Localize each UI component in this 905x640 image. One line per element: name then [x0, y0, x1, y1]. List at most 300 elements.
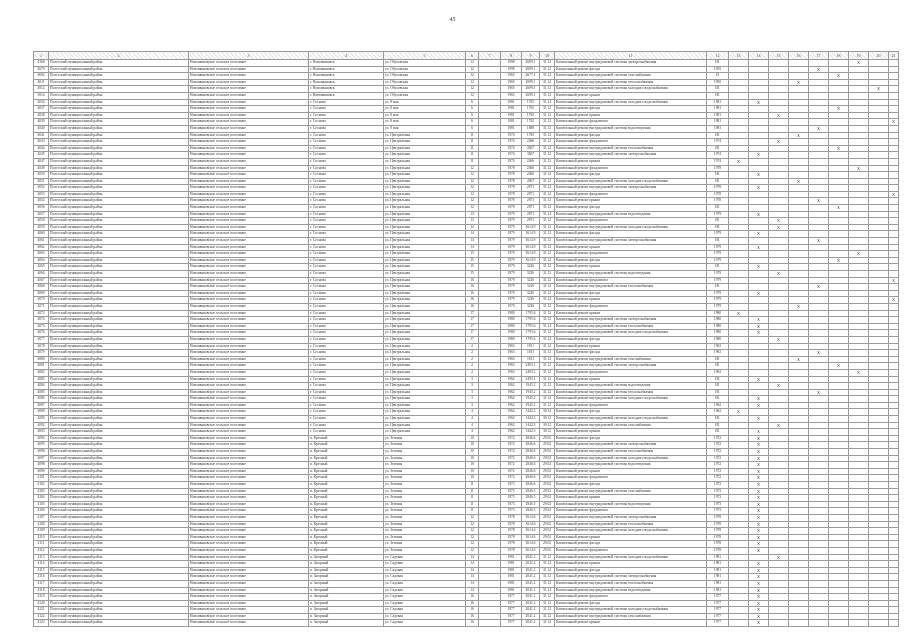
cell-col-18: X [829, 363, 849, 370]
cell-locality: п. Кресный [309, 514, 384, 521]
cell-col-13 [729, 73, 749, 80]
cell-blank7 [479, 369, 501, 376]
cell-col-14: X [749, 402, 769, 409]
cell-street: ул. Зеленая [384, 435, 466, 442]
cell-work: Капитальный ремонт фасада [555, 290, 707, 297]
cell-col-21: X [889, 277, 899, 284]
cell-col-13 [729, 383, 749, 390]
cell-work: Капитальный ремонт внутридомовой системы холодного водоснабжения [555, 330, 707, 337]
cell-blank7 [479, 554, 501, 561]
cell-work: Капитальный ремонт внутридомовой системы холодного водоснабжения [555, 99, 707, 106]
cell-locality: п. Кресный [309, 528, 384, 535]
cell-col-20 [869, 211, 889, 218]
table-row [34, 567, 899, 574]
cell-col-21 [889, 468, 899, 475]
cell-id: 4089 [34, 409, 49, 416]
cell-area: 1795.6 [522, 336, 540, 343]
cell-col-21 [889, 435, 899, 442]
cell-col-15 [769, 435, 789, 442]
cell-house: 16 [466, 613, 479, 620]
cell-col-14 [749, 310, 769, 317]
cell-area: 1945.2 [522, 402, 540, 409]
cell-col-15 [769, 442, 789, 449]
table-row [34, 396, 899, 403]
cell-col-18 [829, 567, 849, 574]
cell-col-17 [809, 580, 829, 587]
cell-settlement: Новоивановское сельское поселение [189, 376, 309, 383]
cell-work: Капитальный ремонт крыши [555, 198, 707, 205]
table-row [34, 79, 899, 86]
cell-id: 4114 [34, 561, 49, 568]
cell-area: 1442.3 [522, 429, 540, 436]
cell-col-20 [869, 521, 889, 528]
cell-col-14 [749, 66, 769, 73]
cell-year: 1979 [501, 284, 522, 291]
cell-col-17 [809, 218, 829, 225]
cell-street: ул. Зеленая [384, 455, 466, 462]
cell-settlement: Новоивановское сельское поселение [189, 158, 309, 165]
cell-col-20 [869, 224, 889, 231]
cell-area: 2846.6 [522, 449, 540, 456]
cell-col-21 [889, 422, 899, 429]
cell-col-21 [889, 178, 899, 185]
cell-district: Полесский муниципальный район [49, 343, 189, 350]
cell-date: 31.12 [540, 554, 555, 561]
cell-blank7 [479, 191, 501, 198]
table-row [34, 92, 899, 99]
cell-work: Капитальный ремонт внутридомовой системы теплоснабжения [555, 145, 707, 152]
cell-col-18 [829, 165, 849, 172]
cell-col-17 [809, 158, 829, 165]
cell-col-20 [869, 482, 889, 489]
cell-col-13 [729, 396, 749, 403]
cell-col-20 [869, 231, 889, 238]
cell-col-13 [729, 191, 749, 198]
cell-col-17 [809, 435, 829, 442]
cell-year: 1978 [501, 534, 522, 541]
cell-street: ул. Центральная [384, 429, 466, 436]
cell-col-17 [809, 99, 829, 106]
cell-blank7 [479, 205, 501, 212]
cell-id: 4119 [34, 594, 49, 601]
cell-house: 16 [466, 607, 479, 614]
cell-col-15 [769, 416, 789, 423]
cell-work: Капитальный ремонт внутридомовой системы холодного водоснабжения [555, 607, 707, 614]
cell-col-13 [729, 475, 749, 482]
cell-blank7 [479, 429, 501, 436]
cell-blank7 [479, 139, 501, 146]
cell-col-14 [749, 350, 769, 357]
cell-col-21 [889, 482, 899, 489]
cell-col-20 [869, 191, 889, 198]
cell-col-14 [749, 554, 769, 561]
cell-date: 31.12 [540, 172, 555, 179]
cell-id: 4121 [34, 607, 49, 614]
cell-col-13 [729, 607, 749, 614]
cell-area: 3226 [522, 277, 540, 284]
cell-col-17 [809, 112, 829, 119]
cell-house: 4 [466, 422, 479, 429]
cell-mark: 1979 [707, 290, 729, 297]
cell-col-21: X [889, 191, 899, 198]
cell-col-19 [849, 191, 869, 198]
cell-settlement: Новоивановское сельское поселение [189, 508, 309, 515]
cell-col-16 [789, 106, 809, 113]
cell-col-13 [729, 561, 749, 568]
cell-id: 5014 [34, 92, 49, 99]
cell-locality: п. Загорный [309, 600, 384, 607]
cell-col-13 [729, 185, 749, 192]
cell-area: 2466 [522, 158, 540, 165]
cell-col-15: X [769, 218, 789, 225]
cell-settlement: Новоивановское сельское поселение [189, 475, 309, 482]
cell-mark: 1980 [707, 317, 729, 324]
cell-work: Капитальный ремонт внутридомовой системы теплоснабжения [555, 389, 707, 396]
cell-work: Капитальный ремонт фундамента [555, 218, 707, 225]
cell-locality: г. Соснова [309, 350, 384, 357]
cell-blank7 [479, 356, 501, 363]
table-row [34, 125, 899, 132]
cell-mark: 1973 [707, 482, 729, 489]
cell-street: ул. Центральная [384, 264, 466, 271]
cell-year: 1979 [501, 290, 522, 297]
cell-district: Полесский муниципальный район [49, 350, 189, 357]
cell-col-13 [729, 60, 749, 67]
cell-street: ул. Центральная [384, 389, 466, 396]
cell-col-19 [849, 119, 869, 126]
cell-col-13 [729, 416, 749, 423]
cell-date: 29.02 [540, 475, 555, 482]
cell-blank7 [479, 455, 501, 462]
cell-id: 4011 [34, 79, 49, 86]
cell-col-13 [729, 303, 749, 310]
cell-col-21 [889, 528, 899, 535]
cell-year: 1979 [501, 264, 522, 271]
cell-date: 31.12 [540, 257, 555, 264]
cell-col-14: X [749, 264, 769, 271]
cell-locality: г. Соснова [309, 409, 384, 416]
cell-work: Капитальный ремонт внутридомовой системы теплоснабжения [555, 449, 707, 456]
cell-col-18 [829, 86, 849, 93]
cell-col-17: X [809, 125, 829, 132]
cell-mark: И1 [707, 224, 729, 231]
cell-col-14 [749, 112, 769, 119]
cell-settlement: Новоивановское сельское поселение [189, 356, 309, 363]
cell-street: ул. Центральная [384, 257, 466, 264]
cell-date: 31.12 [540, 376, 555, 383]
cell-year: 1978 [501, 521, 522, 528]
cell-street: ул. Обуховская [384, 66, 466, 73]
cell-col-13 [729, 468, 749, 475]
cell-id: 4052 [34, 185, 49, 192]
cell-mark: 1981 [707, 554, 729, 561]
cell-date: 31.12 [540, 594, 555, 601]
cell-street: ул. 8 мая [384, 99, 466, 106]
cell-street: ул. Центральная [384, 356, 466, 363]
cell-col-14: X [749, 442, 769, 449]
cell-col-13 [729, 92, 749, 99]
cell-settlement: Новоивановское сельское поселение [189, 66, 309, 73]
cell-col-16 [789, 422, 809, 429]
cell-year: 1981 [501, 580, 522, 587]
cell-house: 16 [466, 290, 479, 297]
cell-col-21 [889, 336, 899, 343]
cell-district: Полесский муниципальный район [49, 185, 189, 192]
cell-mark: И1 [707, 145, 729, 152]
cell-id: 4123 [34, 620, 49, 627]
cell-settlement: Новоивановское сельское поселение [189, 402, 309, 409]
cell-col-21 [889, 574, 899, 581]
cell-year: 1965 [501, 92, 522, 99]
cell-house: 11 [466, 508, 479, 515]
cell-blank7 [479, 594, 501, 601]
cell-col-16 [789, 620, 809, 627]
cell-house: 10 [466, 475, 479, 482]
cell-col-14: X [749, 534, 769, 541]
cell-district: Полесский муниципальный район [49, 165, 189, 172]
cell-district: Полесский муниципальный район [49, 79, 189, 86]
cell-street: ул. Центральная [384, 158, 466, 165]
cell-blank7 [479, 508, 501, 515]
column-header: 11 [555, 52, 707, 60]
cell-area: 2041.2 [522, 574, 540, 581]
cell-mark: 1981 [707, 567, 729, 574]
cell-col-15 [769, 211, 789, 218]
cell-id: 4112 [34, 547, 49, 554]
cell-blank7 [479, 73, 501, 80]
cell-settlement: Новоивановское сельское поселение [189, 435, 309, 442]
cell-district: Полесский муниципальный район [49, 363, 189, 370]
cell-year: 1978 [501, 528, 522, 535]
cell-col-15: X [769, 336, 789, 343]
table-row [34, 106, 899, 113]
cell-date: 31.12 [540, 224, 555, 231]
cell-col-19 [849, 449, 869, 456]
page-number: 45 [449, 17, 456, 23]
cell-col-18 [829, 356, 849, 363]
table-row [34, 429, 899, 436]
cell-col-14 [749, 363, 769, 370]
cell-house: 14 [466, 238, 479, 245]
cell-year: 1981 [501, 554, 522, 561]
cell-mark: 1980 [707, 336, 729, 343]
cell-area: 3226 [522, 290, 540, 297]
cell-col-18 [829, 547, 849, 554]
cell-col-21 [889, 211, 899, 218]
cell-col-13 [729, 125, 749, 132]
cell-street: ул. Центральная [384, 132, 466, 139]
cell-col-21 [889, 271, 899, 278]
cell-col-14: X [749, 594, 769, 601]
table-row [34, 554, 899, 561]
cell-street: ул. Центральная [384, 205, 466, 212]
cell-year: 1973 [501, 488, 522, 495]
cell-house: 17 [466, 330, 479, 337]
table-row [34, 244, 899, 251]
cell-col-21 [889, 363, 899, 370]
cell-col-19 [849, 488, 869, 495]
cell-street: ул. Центральная [384, 409, 466, 416]
cell-id: 4057 [34, 211, 49, 218]
cell-area: 2466 [522, 165, 540, 172]
cell-year: 1980 [501, 323, 522, 330]
cell-year: 1973 [501, 482, 522, 489]
cell-date: 30.12 [540, 422, 555, 429]
cell-street: ул. Центральная [384, 271, 466, 278]
cell-blank7 [479, 541, 501, 548]
cell-col-18 [829, 317, 849, 324]
cell-col-15 [769, 172, 789, 179]
cell-col-17 [809, 594, 829, 601]
cell-col-21 [889, 594, 899, 601]
column-header: 17 [809, 52, 829, 60]
cell-locality: г. Соснова [309, 244, 384, 251]
cell-col-19 [849, 508, 869, 515]
cell-col-16 [789, 541, 809, 548]
cell-district: Полесский муниципальный район [49, 554, 189, 561]
cell-col-14 [749, 271, 769, 278]
table-row [34, 336, 899, 343]
cell-col-21 [889, 132, 899, 139]
cell-col-21 [889, 350, 899, 357]
column-header: 18 [829, 52, 849, 60]
cell-col-19 [849, 521, 869, 528]
cell-mark: 1963 [707, 343, 729, 350]
cell-work: Капитальный ремонт внутридомовой системы газоснабжения [555, 73, 707, 80]
cell-year: 1981 [501, 587, 522, 594]
cell-mark: 1977 [707, 600, 729, 607]
cell-col-13 [729, 244, 749, 251]
cell-col-18 [829, 514, 849, 521]
cell-col-17 [809, 369, 829, 376]
cell-work: Капитальный ремонт внутридомовой системы теплоснабжения [555, 323, 707, 330]
cell-col-15 [769, 521, 789, 528]
cell-blank7 [479, 158, 501, 165]
cell-work: Капитальный ремонт внутридомовой системы холодного водоснабжения [555, 528, 707, 535]
cell-settlement: Новоивановское сельское поселение [189, 613, 309, 620]
cell-col-14 [749, 165, 769, 172]
cell-district: Полесский муниципальный район [49, 449, 189, 456]
cell-locality: п. Загорный [309, 594, 384, 601]
cell-col-16 [789, 528, 809, 535]
cell-mark: 1962 [707, 402, 729, 409]
cell-col-14 [749, 284, 769, 291]
cell-col-20 [869, 257, 889, 264]
cell-col-15 [769, 73, 789, 80]
cell-col-19 [849, 416, 869, 423]
cell-date: 29.02 [540, 521, 555, 528]
cell-col-19 [849, 139, 869, 146]
cell-mark: 1955 [707, 66, 729, 73]
cell-col-21 [889, 475, 899, 482]
cell-col-20 [869, 356, 889, 363]
cell-date: 31.12 [540, 191, 555, 198]
table-row [34, 613, 899, 620]
cell-district: Полесский муниципальный район [49, 125, 189, 132]
cell-work: Капитальный ремонт крыши [555, 310, 707, 317]
cell-mark: 1979 [707, 251, 729, 258]
cell-id: 4069 [34, 290, 49, 297]
column-header: 1 [34, 52, 49, 60]
cell-col-19 [849, 303, 869, 310]
cell-col-19 [849, 198, 869, 205]
cell-col-19 [849, 442, 869, 449]
cell-id: 4108 [34, 521, 49, 528]
cell-work: Капитальный ремонт внутридомовой системы холодного водоснабжения [555, 455, 707, 462]
cell-col-21 [889, 561, 899, 568]
cell-col-17 [809, 613, 829, 620]
cell-col-15 [769, 178, 789, 185]
cell-settlement: Новоивановское сельское поселение [189, 99, 309, 106]
cell-id: 4077 [34, 336, 49, 343]
cell-col-13 [729, 132, 749, 139]
cell-col-13 [729, 376, 749, 383]
cell-street: ул. 8 мая [384, 106, 466, 113]
cell-district: Полесский муниципальный район [49, 336, 189, 343]
table-row [34, 73, 899, 80]
cell-col-21 [889, 244, 899, 251]
cell-mark: 1978 [707, 528, 729, 535]
cell-col-20 [869, 495, 889, 502]
cell-id: 4063 [34, 251, 49, 258]
cell-settlement: Новоивановское сельское поселение [189, 112, 309, 119]
cell-col-21 [889, 284, 899, 291]
cell-locality: г. Соснова [309, 271, 384, 278]
cell-col-17 [809, 607, 829, 614]
cell-col-20 [869, 383, 889, 390]
cell-year: 1979 [501, 257, 522, 264]
cell-street: ул. Зеленая [384, 501, 466, 508]
cell-mark: 1977 [707, 594, 729, 601]
cell-work: Капитальный ремонт фасада [555, 336, 707, 343]
cell-col-21 [889, 60, 899, 67]
cell-district: Полесский муниципальный район [49, 475, 189, 482]
cell-col-21 [889, 389, 899, 396]
cell-year: 1980 [501, 336, 522, 343]
cell-mark: 1962 [707, 409, 729, 416]
cell-col-18 [829, 284, 849, 291]
cell-street: ул. Обуховская [384, 60, 466, 67]
cell-mark: 1973 [707, 495, 729, 502]
cell-blank7 [479, 290, 501, 297]
cell-col-20 [869, 534, 889, 541]
cell-settlement: Новоивановское сельское поселение [189, 580, 309, 587]
cell-col-15 [769, 350, 789, 357]
cell-blank7 [479, 336, 501, 343]
cell-col-13 [729, 290, 749, 297]
cell-street: ул. Садовая [384, 574, 466, 581]
cell-settlement: Новоивановское сельское поселение [189, 534, 309, 541]
cell-col-15 [769, 297, 789, 304]
cell-house: 12 [466, 198, 479, 205]
cell-area: 2846.6 [522, 455, 540, 462]
cell-district: Полесский муниципальный район [49, 231, 189, 238]
cell-house: 6 [466, 112, 479, 119]
cell-col-20 [869, 99, 889, 106]
cell-date: 30.12 [540, 416, 555, 423]
cell-col-21 [889, 257, 899, 264]
cell-year: 1981 [501, 106, 522, 113]
table-row [34, 317, 899, 324]
cell-col-19 [849, 145, 869, 152]
cell-blank7 [479, 468, 501, 475]
cell-locality: п. Кресный [309, 442, 384, 449]
cell-work: Капитальный ремонт внутридомовой системы холодного водоснабжения [555, 554, 707, 561]
cell-house: 3 [466, 389, 479, 396]
cell-street: ул. Зеленая [384, 495, 466, 502]
cell-col-18 [829, 475, 849, 482]
cell-blank7 [479, 264, 501, 271]
